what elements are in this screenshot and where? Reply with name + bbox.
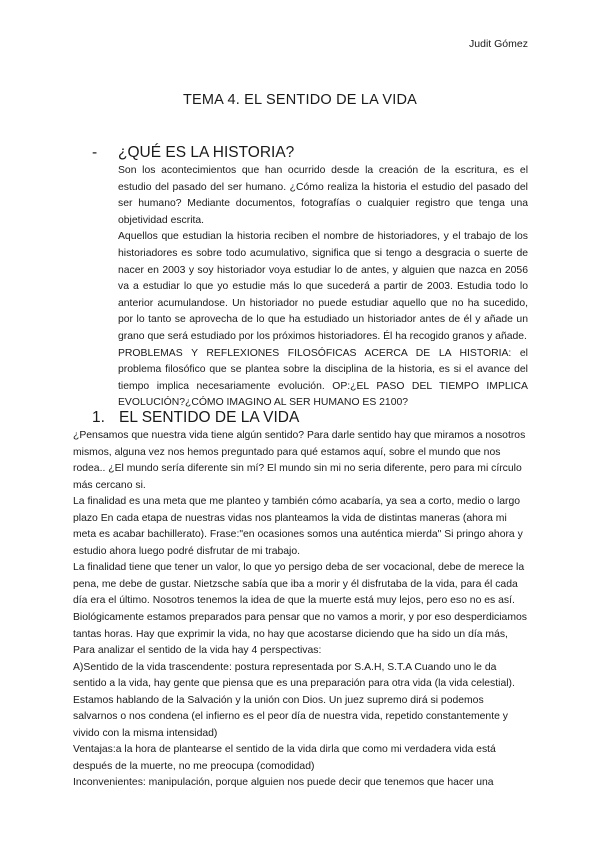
- heading-text: ¿QUÉ ES LA HISTORIA?: [118, 144, 295, 161]
- heading-text: EL SENTIDO DE LA VIDA: [119, 409, 300, 426]
- section-heading-sentido: [92, 409, 299, 427]
- paragraph: PROBLEMAS Y REFLEXIONES FILOSÓFICAS ACERCA DE LA HISTORIA: el problema filosófico que se plantea sobre la disciplina de la historia, es si el avance del tiempo implica necesariamente evolución. OP:¿EL PASO DEL TIEMPO IMPLICA EVOLUCIÓN?¿CÓMO IMAGINO AL SER HUMANO ES 2100?: [118, 347, 528, 409]
- heading-bullet: -: [92, 144, 98, 161]
- paragraph: Inconvenientes: manipulación, porque alguien nos puede decir que tenemos que hacer una: [73, 777, 494, 789]
- paragraph: Ventajas:a la hora de plantearse el sentido de la vida dirla que como mi verdadera vida está después de la muerte, no me preocupa (comodidad): [73, 744, 496, 772]
- paragraph: Son los acontecimientos que han ocurrido desde la creación de la escritura, es el estudio del pasado del ser humano. ¿Cómo realiza la historia el estudio del pasado del ser humano? Mediante documentos, fotografías o cualquier registro que tenga una objetividad escrita.: [118, 165, 528, 226]
- paragraph: Para analizar el sentido de la vida hay 4 perspectivas:: [73, 645, 322, 657]
- paragraph: ¿Pensamos que nuestra vida tiene algún sentido? Para darle sentido hay que miramos a nosotros mismos, alguna vez nos hemos preguntado para qué estamos aquí, sobre el mundo que nos rodea.. ¿El mundo sería diferente sin mí? El mundo sin mi no seria diferente, pero para mi círculo más cercano si.: [73, 430, 526, 491]
- paragraph: A)Sentido de la vida trascendente: postura representada por S.A.H, S.T.A Cuando uno le da sentido a la vida, hay gente que piensa que es una preparación para otra vida (la vida celestial). Estamos hablando de la Salvación y la unión con Dios. Un juez supremo dirá si podemos salvarnos o nos condena (el infierno es el peor día de nuestra vida, repetido constantemente y vivido con la misma intensidad): [73, 661, 515, 739]
- section-body-sentido: [73, 428, 529, 792]
- document-title: TEMA 4. EL SENTIDO DE LA VIDA: [182, 92, 418, 108]
- section-body-historia: [118, 163, 528, 412]
- section-heading-historia: [92, 144, 294, 162]
- paragraph: Aquellos que estudian la historia reciben el nombre de historiadores, y el trabajo de los historiadores es sobre todo acumulativo, significa que si tengo a desgracia o suerte de nacer en 2003 y soy historiador voya estudiar lo de antes, y alguien que nazca en 2056 va a estudiar lo que yo estudie más lo que sucederá a partir de 2003. Estudia todo lo anterior acumulandose. Un historiador no puede estudiar aquello que no ha sucedido, por lo tanto se aprovecha de lo que ha estudiado un historiador antes de él y añade un grano que será estudiado por los próximos historiadores. Él ha recogido granos y añade.: [118, 231, 528, 342]
- paragraph: La finalidad tiene que tener un valor, lo que yo persigo deba de ser vocacional, debe de merece la pena, me debe de gustar. Nietzsche sabía que iba a morir y él disfrutaba de la vida, para él cada día era el último. Nosotros tenemos la idea de que la muerte está muy lejos, pero eso no es así. Biológicamente estamos preparados para pensar que no vamos a morir, y por eso desperdiciamos tantas horas. Hay que exprimir la vida, no hay que acostarse diciendo que ha sido un día más,: [73, 562, 527, 640]
- author-name: Judit Gómez: [469, 38, 528, 50]
- heading-number: 1.: [92, 409, 105, 426]
- paragraph: La finalidad es una meta que me planteo y también cómo acabaría, ya sea a corto, medio o largo plazo En cada etapa de nuestras vidas nos planteamos la vida de distintas maneras (ahora mi meta es acabar bachillerato). Frase:"en ocasiones somos una auténtica mierda" Si pringo ahora y estudio ahora luego podré disfrutar de mi trabajo.: [73, 496, 523, 557]
